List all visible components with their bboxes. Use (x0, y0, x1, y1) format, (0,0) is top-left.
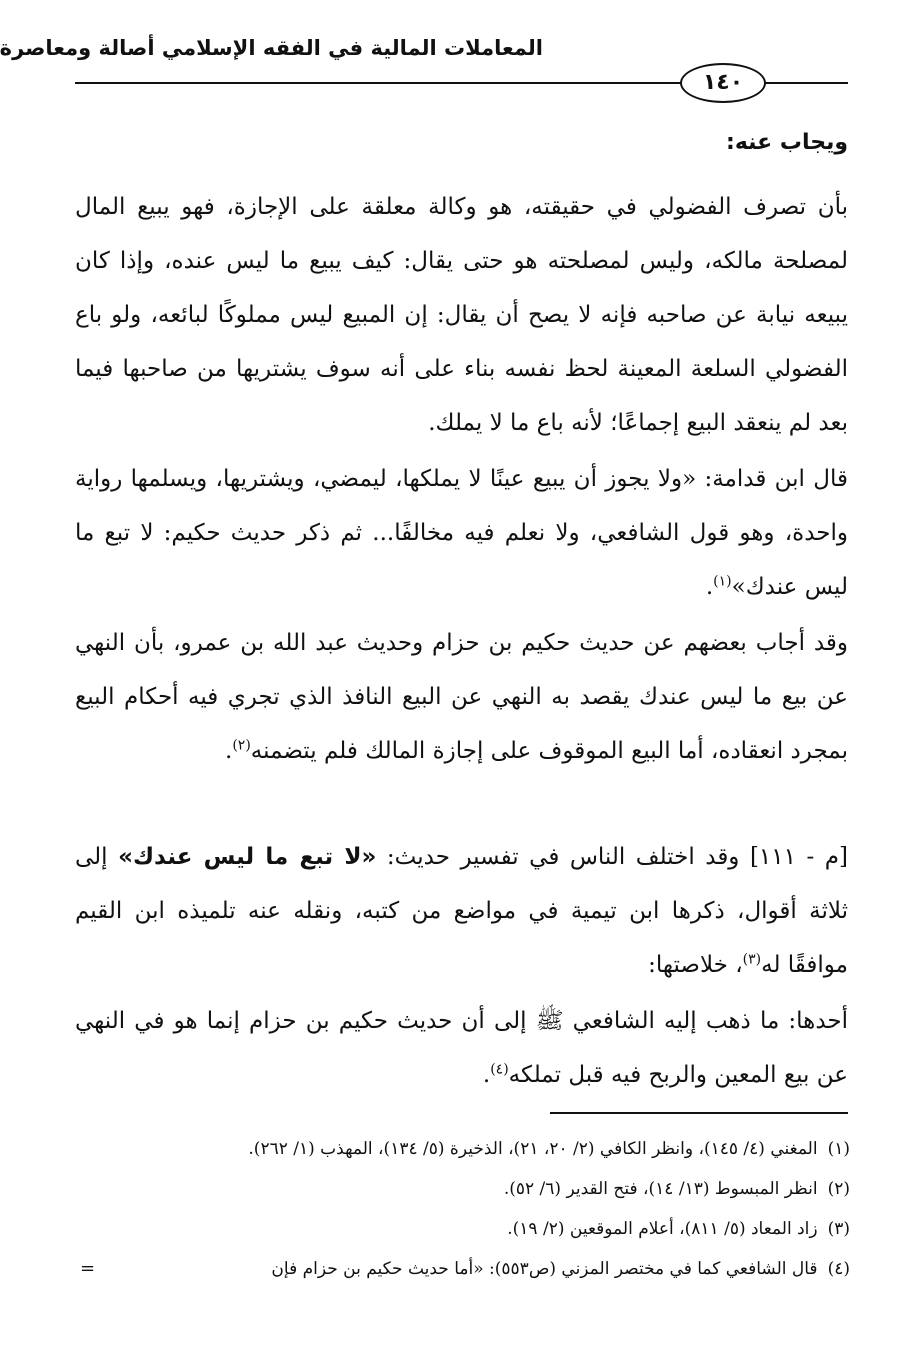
footnote-text: قال الشافعي كما في مختصر المزني (ص٥٥٣): «أما حديث حكيم بن حزام فإن (271, 1259, 818, 1279)
footnote-text: انظر المبسوط (١٣/ ١٤)، فتح القدير (٦/ ٥٢). (503, 1179, 818, 1199)
footnote-number: (٤) (827, 1259, 850, 1279)
section-heading: ويجاب عنه: (726, 130, 848, 155)
period: . (705, 574, 714, 600)
paragraph-4-text-c: ، خلاصتها: (648, 952, 743, 978)
footnote-number: (١) (827, 1139, 850, 1159)
footnote-ref-2: (٢) (232, 737, 251, 754)
footnote-separator (550, 1112, 848, 1114)
paragraph-4-text-b: إلى ثلاثة أقوال، ذكرها ابن تيمية في مواضع من كتبه، ونقله عنه تلميذه ابن القيم موافقًا له (75, 844, 848, 978)
paragraph-2 (75, 452, 848, 614)
footnote-ref-1: (١) (713, 573, 732, 590)
paragraph-2-text: قال ابن قدامة: «ولا يجوز أن يبيع عينًا لا يملكها، ليمضي، ويشتريها، ويسلمها رواية واحدة، وهو قول الشافعي، ولا نعلم فيه مخالفًا... ثم ذكر حديث حكيم: لا تبع ما ليس عندك» (75, 466, 848, 600)
paragraph-4-text-a: وقد اختلف الناس في تفسير حديث: (386, 844, 740, 870)
paragraph-3 (75, 616, 848, 778)
paragraph-3-text: وقد أجاب بعضهم عن حديث حكيم بن حزام وحديث عبد الله بن عمرو، بأن النهي عن بيع ما ليس عندك يقصد به النهي عن البيع النافذ الذي تجري فيه أحكام البيع بمجرد انعقاده، أما البيع الموقوف على إجازة المالك فلم يتضمنه (75, 630, 848, 764)
footnote-text: زاد المعاد (٥/ ٨١١)، أعلام الموقعين (٢/ ١٩). (507, 1219, 818, 1239)
footnote-2 (75, 1172, 850, 1206)
hadith-quote-bold: «لا تبع ما ليس عندك» (118, 844, 377, 870)
paragraph-5 (75, 994, 848, 1102)
section-marker: [م - ١١١] (749, 844, 848, 870)
footnote-3 (75, 1212, 850, 1246)
period: . (482, 1062, 491, 1088)
paragraph-1-text: بأن تصرف الفضولي في حقيقته، هو وكالة معلقة على الإجازة، فهو يبيع المال لمصلحة مالكه، وليس لمصلحته هو حتى يقال: كيف يبيع ما ليس عنده، وإذا كان يبيعه نيابة عن صاحبه فإنه لا يصح أن يقال: إن المبيع ليس مملوكًا لبائعه، ولو باع الفضولي السلعة المعينة لحظ نفسه بناء على أنه سوف يشتريها من صاحبها فيما بعد لم ينعقد البيع إجماعًا؛ لأنه باع ما لا يملك. (75, 194, 848, 436)
footnote-text: المغني (٤/ ١٤٥)، وانظر الكافي (٢/ ٢٠، ٢١)، الذخيرة (٥/ ١٣٤)، المهذب (١/ ٢٦٢). (248, 1139, 818, 1159)
running-header-title: المعاملات المالية في الفقه الإسلامي أصالة ومعاصرة (0, 36, 543, 60)
paragraph-5-text: أحدها: ما ذهب إليه الشافعي ﷺ إلى أن حديث حكيم بن حزام إنما هو في النهي عن بيع المعين والربح فيه قبل تملكه (75, 1008, 848, 1088)
footnote-ref-3: (٣) (742, 951, 762, 968)
period: . (225, 738, 233, 764)
paragraph-4 (75, 830, 848, 992)
continuation-mark: = (80, 1258, 96, 1279)
footnote-ref-4: (٤) (490, 1061, 509, 1078)
footnote-number: (٣) (827, 1219, 850, 1239)
footnote-4 (120, 1252, 850, 1286)
footnote-1 (75, 1132, 850, 1166)
paragraph-1 (75, 180, 848, 450)
page-number-badge: ١٤٠ (680, 63, 766, 103)
footnote-number: (٢) (827, 1179, 850, 1199)
